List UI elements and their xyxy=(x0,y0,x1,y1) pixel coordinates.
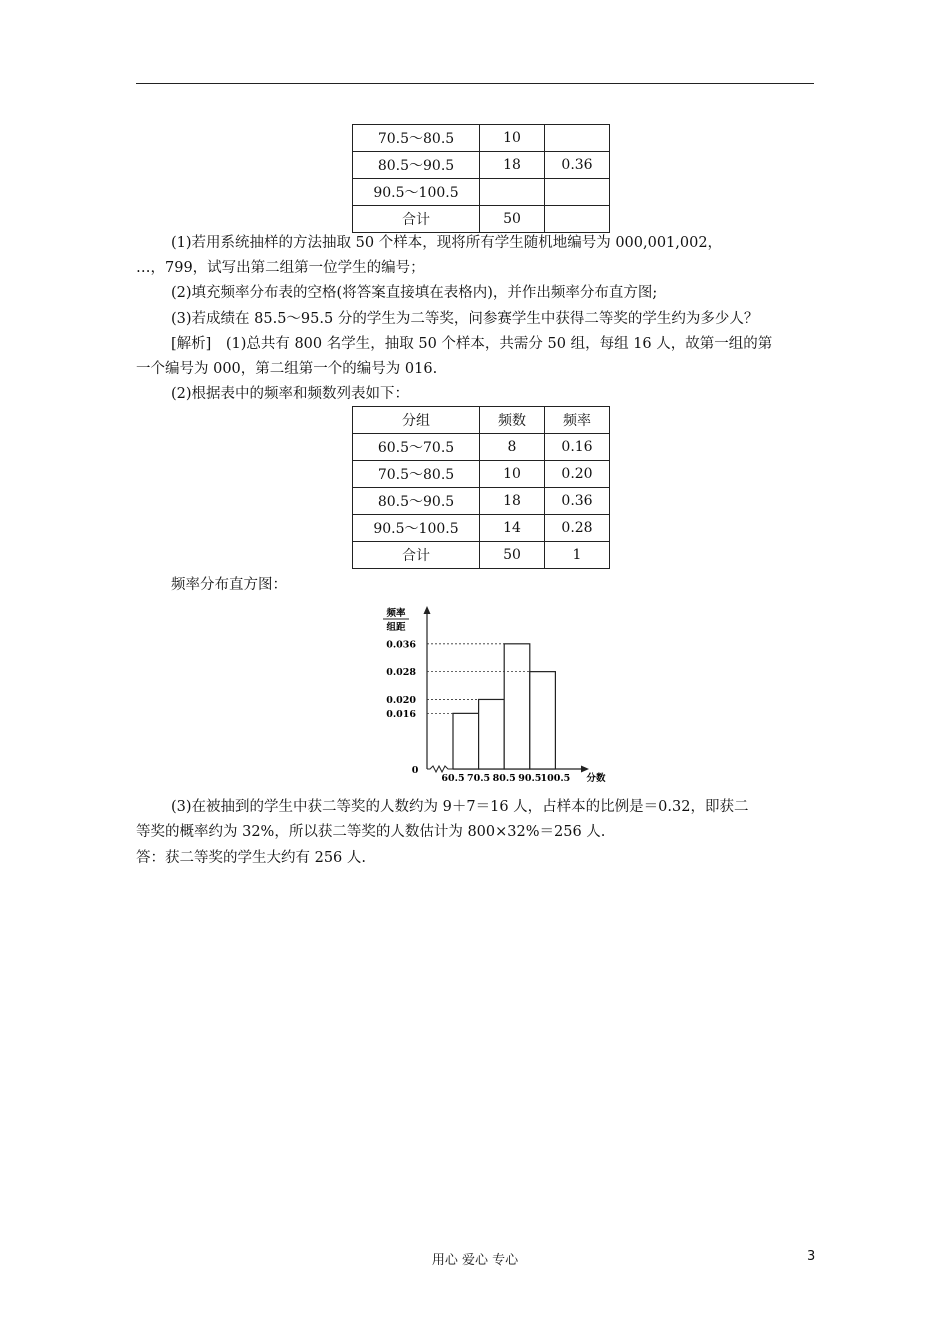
y-axis-title-bottom: 组距 xyxy=(386,622,406,633)
table-cell: 18 xyxy=(480,488,545,515)
table-row xyxy=(353,461,610,488)
table-cell: 90.5～100.5 xyxy=(353,515,480,542)
y-tick-label: 0.016 xyxy=(386,708,416,720)
table-row xyxy=(353,125,610,152)
y-tick-label: 0.036 xyxy=(386,639,416,651)
table-cell: 70.5～80.5 xyxy=(353,461,480,488)
table-cell xyxy=(545,206,610,233)
frequency-histogram xyxy=(378,598,608,784)
table-row xyxy=(353,515,610,542)
histogram-bar xyxy=(530,672,556,769)
table-header-row xyxy=(353,407,610,434)
solution-3-line-2: 等奖的概率约为 32%，所以获二等奖的人数估计为 800×32%＝256 人. xyxy=(136,824,606,840)
table-cell: 0.36 xyxy=(545,488,610,515)
table-cell: 18 xyxy=(480,152,545,179)
origin-label: 0 xyxy=(411,765,419,776)
y-tick-label: 0.028 xyxy=(386,667,416,679)
question-1-line-2: …，799，试写出第二组第一位学生的编号； xyxy=(136,260,425,276)
table-cell: 0.16 xyxy=(545,434,610,461)
solution-3-line-1: (3)在被抽到的学生中获二等奖的人数约为 9＋7＝16 人，占样本的比例是＝0.32，即获二 xyxy=(171,799,749,815)
x-axis-arrow xyxy=(581,766,589,773)
question-1-line-1: (1)若用系统抽样的方法抽取 50 个样本，现将所有学生随机地编号为 000,001,002， xyxy=(171,235,723,251)
table-cell: 50 xyxy=(480,542,545,569)
table-cell: 频数 xyxy=(480,407,545,434)
header-rule xyxy=(136,83,814,84)
table-row xyxy=(353,488,610,515)
page-number: 3 xyxy=(807,1249,816,1264)
table-row xyxy=(353,206,610,233)
frequency-table-partial xyxy=(352,124,610,233)
solution-1-line-2: 一个编号为 000，第二组第一个的编号为 016. xyxy=(136,361,438,377)
table-cell: 10 xyxy=(480,461,545,488)
x-tick-label: 100.5 xyxy=(540,773,571,784)
table-cell: 0.36 xyxy=(545,152,610,179)
final-answer: 答：获二等奖的学生大约有 256 人. xyxy=(136,850,367,866)
axis-break-zigzag xyxy=(427,766,453,772)
footer-motto: 用心 爱心 专心 xyxy=(431,1253,519,1268)
y-tick-label: 0.020 xyxy=(386,694,416,706)
table-cell: 70.5～80.5 xyxy=(353,125,480,152)
table-cell: 分组 xyxy=(353,407,480,434)
table-cell xyxy=(545,125,610,152)
table-cell: 10 xyxy=(480,125,545,152)
table-row xyxy=(353,179,610,206)
question-3: (3)若成绩在 85.5～95.5 分的学生为二等奖，问参赛学生中获得二等奖的学生约为多少人？ xyxy=(171,311,759,327)
table-row xyxy=(353,434,610,461)
table-cell: 8 xyxy=(480,434,545,461)
x-tick-label: 90.5 xyxy=(518,773,542,784)
x-axis-title: 分数 xyxy=(586,773,606,784)
table-row xyxy=(353,152,610,179)
question-2: (2)填充频率分布表的空格(将答案直接填在表格内)，并作出频率分布直方图; xyxy=(171,285,658,301)
x-tick-label: 70.5 xyxy=(467,773,491,784)
table-cell: 频率 xyxy=(545,407,610,434)
table-cell: 60.5～70.5 xyxy=(353,434,480,461)
histogram-bar xyxy=(453,713,479,769)
y-axis-title-top: 频率 xyxy=(386,608,406,619)
histogram-intro: 频率分布直方图： xyxy=(171,577,287,593)
table-cell: 80.5～90.5 xyxy=(353,488,480,515)
table-cell xyxy=(480,179,545,206)
table-cell: 90.5～100.5 xyxy=(353,179,480,206)
solution-1-line-1: [解析] (1)总共有 800 名学生，抽取 50 个样本，共需分 50 组，每组 16 人，故第一组的第 xyxy=(171,336,773,352)
table-cell xyxy=(545,179,610,206)
table-cell: 合计 xyxy=(353,206,480,233)
table-cell: 14 xyxy=(480,515,545,542)
solution-2: (2)根据表中的频率和频数列表如下： xyxy=(171,386,410,402)
x-tick-label: 80.5 xyxy=(492,773,516,784)
x-tick-label: 60.5 xyxy=(441,773,465,784)
histogram-bar xyxy=(479,699,505,769)
table-cell: 50 xyxy=(480,206,545,233)
table-cell: 0.28 xyxy=(545,515,610,542)
table-cell: 1 xyxy=(545,542,610,569)
table-cell: 80.5～90.5 xyxy=(353,152,480,179)
frequency-table-full xyxy=(352,406,610,569)
y-axis-arrow xyxy=(424,606,431,614)
histogram-bar xyxy=(504,644,530,769)
table-row xyxy=(353,542,610,569)
table-cell: 合计 xyxy=(353,542,480,569)
table-cell: 0.20 xyxy=(545,461,610,488)
